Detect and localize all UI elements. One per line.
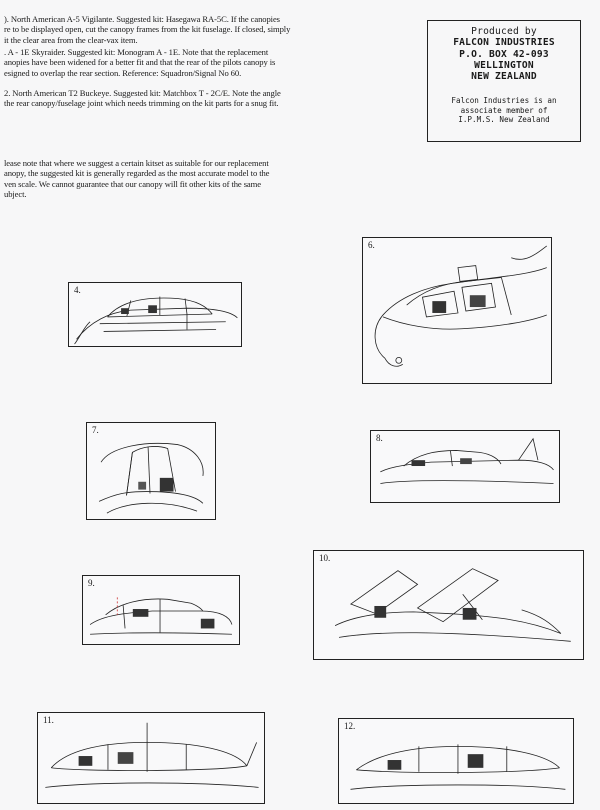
disclaimer-line: ubject. xyxy=(4,189,27,200)
note-line: ). North American A-5 Vigilante. Suggested kit: Hasegawa RA-5C. If the canopies xyxy=(4,14,280,24)
figure-10 xyxy=(313,550,584,660)
figure-label: 12. xyxy=(344,721,356,731)
figure-9 xyxy=(82,575,240,645)
disclaimer-line: ven scale. We cannot guarantee that our canopy will fit other kits of the same xyxy=(4,178,261,189)
figure-7 xyxy=(86,422,216,520)
figure-11-drawing xyxy=(38,713,264,803)
note-line: esigned to overlap the rear section. Reference: Squadron/Signal No 60. xyxy=(4,67,242,78)
figure-8-drawing xyxy=(371,431,559,502)
figure-label: 9. xyxy=(88,578,95,588)
ipms-line: I.P.M.S. New Zealand xyxy=(458,115,550,125)
producer-line: NEW ZEALAND xyxy=(471,71,537,83)
figure-8 xyxy=(370,430,560,503)
note-vigilante xyxy=(4,14,376,45)
note-line: 2. North American T2 Buckeye. Suggested kit: Matchbox T - 2C/E. Note the angle xyxy=(4,88,281,98)
note-line: re to be displayed open, cut the canopy frames from the kit fuselage. If closed, simply xyxy=(4,24,291,35)
figure-12-drawing xyxy=(339,719,573,803)
disclaimer-line: anopy, the suggested kit is generally regarded as the most accurate model to the xyxy=(4,168,270,179)
producer-box xyxy=(427,20,581,142)
ipms-line: associate member of xyxy=(460,105,548,115)
figure-4 xyxy=(68,282,242,347)
figure-11 xyxy=(37,712,265,804)
figure-label: 11. xyxy=(43,715,54,725)
figure-9-drawing xyxy=(83,576,239,644)
figure-12 xyxy=(338,718,574,804)
ipms-note xyxy=(428,96,580,124)
figure-6-drawing xyxy=(363,238,551,383)
note-line: . A - 1E Skyraider. Suggested kit: Monogram A - 1E. Note that the replacement xyxy=(4,47,269,57)
ipms-line: Falcon Industries is an xyxy=(451,96,557,106)
producer-address xyxy=(428,26,580,82)
note-line: it the clear area from the clear-vax item. xyxy=(4,34,138,45)
figure-label: 7. xyxy=(92,425,99,435)
figure-7-drawing xyxy=(87,423,215,519)
figure-label: 8. xyxy=(376,433,383,443)
note-line: the rear canopy/fuselage joint which needs trimming on the kit parts for a snug fit. xyxy=(4,98,279,109)
disclaimer xyxy=(4,158,376,200)
note-line: anopies have been widened for a better fit and that the rear of the pilots canopy is xyxy=(4,57,276,68)
figure-4-drawing xyxy=(69,283,241,346)
figure-6 xyxy=(362,237,552,384)
figure-10-drawing xyxy=(314,551,583,659)
figure-label: 4. xyxy=(74,285,81,295)
figure-label: 6. xyxy=(368,240,375,250)
note-buckeye xyxy=(4,88,376,109)
disclaimer-line: lease note that where we suggest a certain kitset as suitable for our replacement xyxy=(4,158,269,168)
producer-line: WELLINGTON xyxy=(474,59,534,71)
producer-line: P.O. BOX 42-093 xyxy=(459,48,549,60)
producer-line: FALCON INDUSTRIES xyxy=(453,37,555,49)
note-skyraider xyxy=(4,47,376,78)
figure-label: 10. xyxy=(319,553,331,563)
producer-line: Produced by xyxy=(471,26,537,37)
